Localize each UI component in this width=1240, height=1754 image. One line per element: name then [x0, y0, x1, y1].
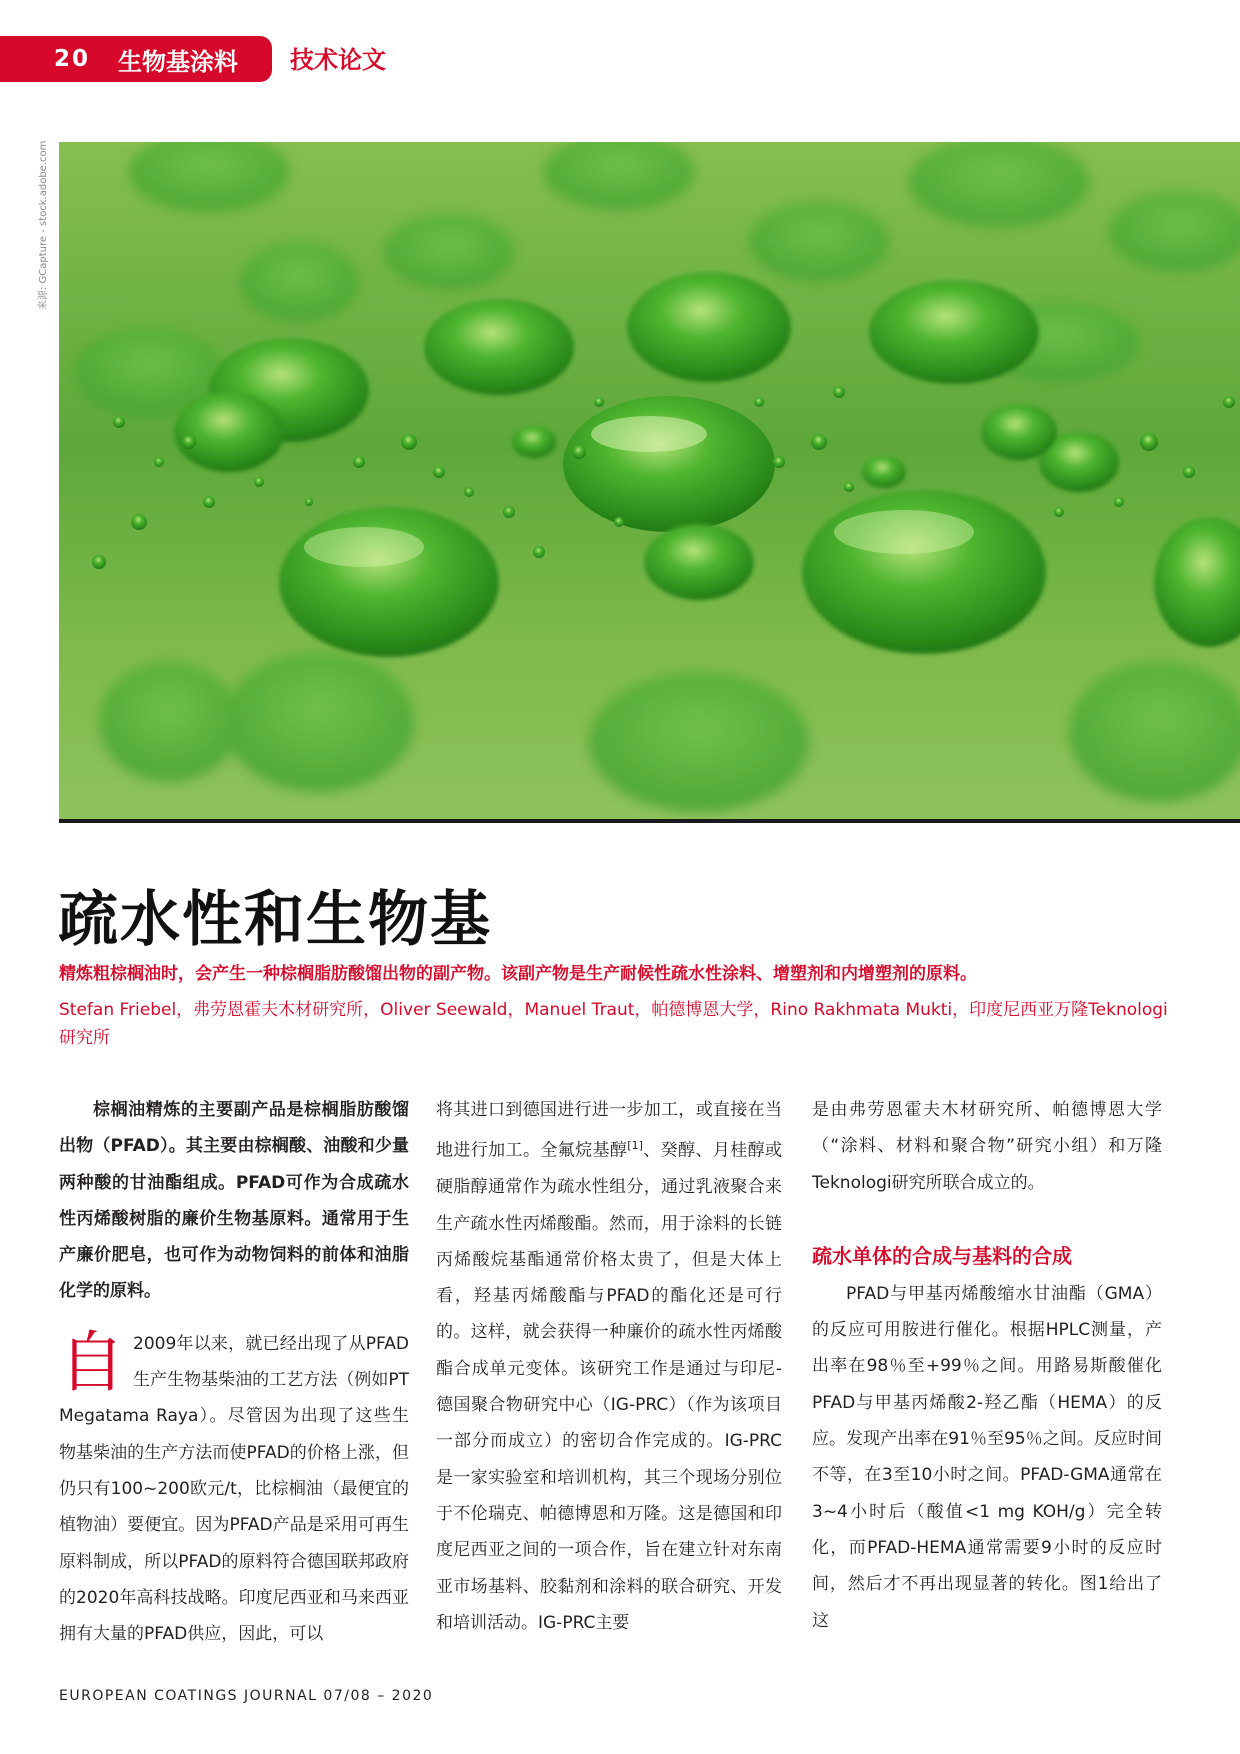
hero-photo-water-droplets [59, 142, 1240, 819]
text-column-3 [812, 1092, 1162, 1639]
drop-cap: 自 [59, 1323, 125, 1401]
article-lead: 精炼粗棕榈油时，会产生一种棕榈脂肪酸馏出物的副产物。该副产物是生产耐候性疏水性涂料、增塑剂和内增塑剂的原料。 [59, 964, 977, 984]
abstract-paragraph: 棕榈油精炼的主要副产品是棕榈脂肪酸馏出物（PFAD）。其主要由棕榈酸、油酸和少量两种酸的甘油酯组成。PFAD可作为合成疏水性丙烯酸树脂的廉价生物基原料。通常用于生产廉价肥皂，也可作为动物饲料的前体和油脂化学的原料。 [59, 1100, 409, 1302]
body-text-2b: 、癸醇、月桂醇或硬脂醇通常作为疏水性组分，通过乳液聚合来生产疏水性丙烯酸酯。然而，用于涂料的长链丙烯酸烷基酯通常价格太贵了，但是大体上看，羟基丙烯酸酯与PFAD的酯化还是可行的。这样，就会获得一种廉价的疏水性丙烯酸酯合成单元变体。该研究工作是通过与印尼-德国聚合物研究中心（IG-PRC）（作为该项目一部分而成立）的密切合作完成的。IG-PRC是一家实验室和培训机构，其三个现场分别位于不伦瑞克、帕德博恩和万隆。这是德国和印度尼西亚之间的一项合作，旨在建立针对东南亚市场基料、胶黏剂和涂料的联合研究、开发和培训活动。IG-PRC主要 [436, 1140, 783, 1633]
section-subheading: 疏水单体的合成与基料的合成 [812, 1243, 1072, 1268]
photo-bottom-rule [59, 819, 1240, 823]
journal-footer: EUROPEAN COATINGS JOURNAL 07/08 – 2020 [59, 1688, 434, 1704]
body-paragraph-2 [436, 1092, 782, 1641]
droplets-illustration [59, 142, 1240, 819]
body-paragraph-3: 是由弗劳恩霍夫木材研究所、帕德博恩大学（“涂料、材料和聚合物”研究小组）和万隆Teknologi研究所联合成立的。 [812, 1100, 1162, 1193]
section-name: 生物基涂料 [118, 47, 239, 76]
body-paragraph-1 [59, 1323, 409, 1653]
body-paragraph-4: PFAD与甲基丙烯酸缩水甘油酯（GMA）的反应可用胺进行催化。根据HPLC测量，产出率在98％至+99％之间。用路易斯酸催化PFAD与甲基丙烯酸2-羟乙酯（HEMA）的反应。发现产出率在91％至95％之间。反应时间不等，在3至10小时之间。PFAD-GMA通常在3~4小时后（酸值<1 mg KOH/g）完全转化，而PFAD-HEMA通常需要9小时的反应时间，然后才不再出现显著的转化。图1给出了这 [812, 1283, 1162, 1631]
photo-credit: 来源: GCapture - stock.adobe.com [38, 140, 49, 310]
page-number: 20 [54, 46, 91, 72]
text-column-2 [436, 1092, 782, 1641]
article-category: 技术论文 [290, 46, 386, 74]
body-text-2a: 将其进口到德国进行进一步加工，或直接在当地进行加工。全氟烷基醇 [436, 1100, 782, 1161]
body-text-1: 2009年以来，就已经出现了从PFAD生产生物基柴油的工艺方法（例如PT Megatama Raya）。尽管因为出现了这些生物基柴油的生产方法而使PFAD的价格上涨，但仍只有100~200欧元/t，比棕榈油（最便宜的植物油）要便宜。因为PFAD产品是采用可再生原料制成，所以PFAD的原料符合德国联邦政府的2020年高科技战略。印度尼西亚和马来西亚拥有大量的PFAD供应，因此，可以 [59, 1333, 409, 1645]
section-header-tab [0, 36, 272, 82]
article-title: 疏水性和生物基 [58, 885, 492, 955]
text-column-1 [59, 1092, 409, 1652]
reference-marker: [1] [627, 1139, 643, 1153]
article-authors: Stefan Friebel，弗劳恩霍夫木材研究所，Oliver Seewald，Manuel Traut，帕德博恩大学，Rino Rakhmata Mukti，印度尼西亚万隆Teknologi研究所 [59, 1000, 1168, 1048]
